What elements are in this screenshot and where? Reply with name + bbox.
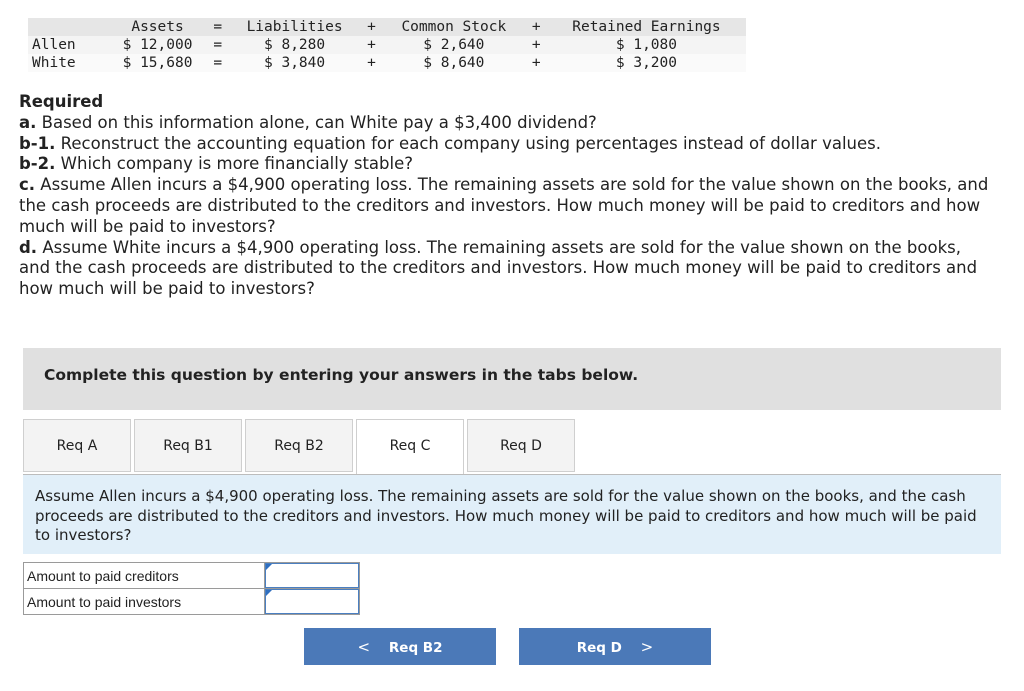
chevron-left-icon: <	[357, 637, 371, 656]
next-button-label: Req D	[576, 639, 622, 656]
assets-value: $ 15,680	[108, 54, 207, 72]
instruction-text: Complete this question by entering your answers in the tabs below.	[44, 366, 639, 384]
company-name: White	[28, 54, 108, 72]
retained-earnings-value: $ 3,200	[547, 54, 746, 72]
equation-row-white	[28, 54, 746, 72]
required-heading: Required	[19, 92, 104, 111]
tab-req-d[interactable]: Req D	[467, 419, 575, 472]
liabilities-value: $ 8,280	[228, 36, 360, 54]
header-liabilities: Liabilities	[228, 18, 360, 36]
question-a-label: a.	[19, 112, 37, 132]
creditors-amount-input[interactable]	[265, 563, 359, 588]
tab-req-b2[interactable]: Req B2	[245, 419, 353, 472]
answer-row-creditors	[24, 563, 360, 589]
instruction-banner	[23, 348, 1001, 410]
equals-sign: =	[207, 36, 228, 54]
answer-row-investors	[24, 589, 360, 615]
tab-req-c[interactable]: Req C	[356, 419, 464, 475]
prev-req-b2-button[interactable]	[304, 628, 496, 665]
investors-cell	[265, 589, 360, 615]
question-b2	[19, 154, 994, 175]
question-c-text: Assume Allen incurs a $4,900 operating loss. The remaining assets are sold for the value shown on the books, and the cash proceeds are distributed to the creditors and investors. How much money will be paid to creditors and how much will be paid to investors?	[19, 175, 989, 236]
input-marker-icon	[266, 564, 272, 570]
question-c	[19, 175, 994, 237]
common-stock-value: $ 2,640	[382, 36, 526, 54]
liabilities-value: $ 3,840	[228, 54, 360, 72]
chevron-right-icon: >	[640, 637, 654, 656]
company-name: Allen	[28, 36, 108, 54]
investors-amount-input[interactable]	[265, 589, 359, 614]
question-description: Assume Allen incurs a $4,900 operating loss. The remaining assets are sold for the value shown on the books, and the cash proceeds are distributed to the creditors and investors. How much money will be paid to creditors and how much will be paid to investors?	[23, 475, 1001, 554]
question-b2-text: Which company is more financially stable?	[55, 154, 414, 174]
equals-sign: =	[207, 54, 228, 72]
question-a-text: Based on this information alone, can White pay a $3,400 dividend?	[36, 112, 597, 132]
tab-req-a[interactable]: Req A	[23, 419, 131, 472]
investors-label: Amount to paid investors	[24, 589, 265, 615]
common-stock-value: $ 8,640	[382, 54, 526, 72]
question-b1-label: b-1.	[19, 133, 56, 153]
plus-sign: +	[361, 54, 382, 72]
creditors-cell	[265, 563, 360, 589]
header-blank	[28, 18, 108, 36]
tab-req-b1[interactable]: Req B1	[134, 419, 242, 472]
equation-header-row	[28, 18, 746, 36]
header-common-stock: Common Stock	[382, 18, 526, 36]
creditors-label: Amount to paid creditors	[24, 563, 265, 589]
plus-sign: +	[526, 54, 547, 72]
header-equals: =	[207, 18, 228, 36]
equation-row-allen	[28, 36, 746, 54]
question-d	[19, 238, 994, 300]
assets-value: $ 12,000	[108, 36, 207, 54]
header-plus: +	[526, 18, 547, 36]
next-req-d-button[interactable]	[519, 628, 711, 665]
question-d-text: Assume White incurs a $4,900 operating loss. The remaining assets are sold for the value shown on the books, and the cash proceeds are distributed to the creditors and investors. How much money will be paid to creditors and how much will be paid to investors?	[19, 237, 978, 299]
header-plus: +	[361, 18, 382, 36]
question-d-label: d.	[19, 237, 38, 257]
plus-sign: +	[526, 36, 547, 54]
question-b1-text: Reconstruct the accounting equation for each company using percentages instead of dollar values.	[55, 133, 881, 153]
question-b2-label: b-2.	[19, 154, 56, 174]
plus-sign: +	[361, 36, 382, 54]
required-section	[19, 92, 994, 300]
question-a	[19, 113, 994, 134]
prev-button-label: Req B2	[388, 639, 443, 656]
answer-table	[23, 562, 360, 615]
input-marker-icon	[266, 590, 272, 596]
header-assets: Assets	[108, 18, 207, 36]
question-c-label: c.	[19, 175, 36, 195]
retained-earnings-value: $ 1,080	[547, 36, 746, 54]
question-b1	[19, 134, 994, 155]
accounting-equation-table	[28, 18, 746, 72]
header-retained-earnings: Retained Earnings	[547, 18, 746, 36]
